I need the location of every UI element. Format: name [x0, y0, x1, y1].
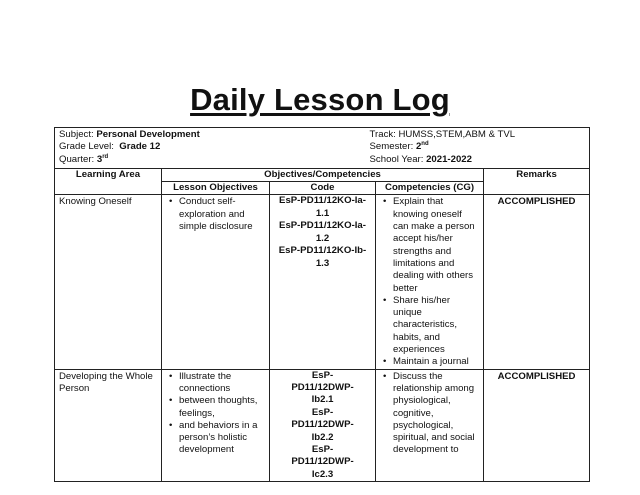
- lesson-objectives-header: Lesson Objectives: [162, 182, 270, 195]
- column-header-row: [55, 168, 590, 181]
- code-cell: [270, 195, 376, 369]
- lesson-objectives-cell: [162, 369, 270, 482]
- table-row: [55, 195, 590, 369]
- subject-line: Subject: Personal Development: [59, 129, 200, 140]
- code-item: EsP-PD11/12KO-Ib-1.3: [278, 245, 367, 269]
- remarks-header: Remarks: [484, 168, 590, 195]
- semester-value: 2: [415, 141, 422, 153]
- code-item: EsP-PD11/12DWP-Ic2.3: [291, 444, 354, 480]
- code-item: EsP-PD11/12KO-Ia-1.1: [279, 195, 366, 219]
- list-item: • Discuss the relationship among physiological, cognitive, psychological, spiritual, and social development to: [393, 371, 479, 457]
- header-left: [55, 128, 376, 169]
- list-item: • and behaviors in a person’s holistic development: [179, 420, 265, 457]
- track-value: HUMSS,STEM,ABM & TVL: [398, 129, 516, 140]
- remarks-cell: ACCOMPLISHED: [484, 369, 590, 482]
- remarks-cell: ACCOMPLISHED: [484, 195, 590, 369]
- list-item: • Share his/her unique characteristics, habits, and experiences: [393, 295, 479, 356]
- school-year-line: School Year: 2021-2022: [369, 153, 472, 165]
- list-item: • between thoughts, feelings,: [179, 395, 265, 420]
- lesson-log-table: [54, 127, 590, 482]
- subject-value: Personal Development: [96, 129, 200, 140]
- objectives-competencies-header: Objectives/Competencies: [162, 168, 484, 181]
- header-info-row: [55, 128, 590, 169]
- list-item: • Illustrate the connections: [179, 371, 265, 396]
- list-item: • Explain that knowing oneself can make a person accept his/her strengths and limitations and dealing with others better: [393, 196, 479, 294]
- code-item: EsP-PD11/12KO-Ia-1.2: [279, 220, 366, 244]
- quarter-line: Quarter: 3rd: [59, 153, 109, 165]
- competencies-cell: [376, 369, 484, 482]
- learning-area-header: Learning Area: [55, 168, 162, 195]
- semester-line: Semester: 2nd: [369, 141, 429, 153]
- list-item: • Conduct self-exploration and simple disclosure: [179, 196, 265, 233]
- code-item: EsP-PD11/12DWP-Ib2.1: [291, 369, 354, 406]
- page-title: Daily Lesson Log: [190, 82, 450, 117]
- learning-area-cell: Developing the Whole Person: [55, 369, 162, 482]
- code-item: EsP-PD11/12DWP-Ib2.2: [291, 406, 354, 443]
- table-row: [55, 369, 590, 482]
- lesson-objectives-cell: [162, 195, 270, 369]
- grade-line: Grade Level: Grade 12: [59, 141, 161, 153]
- competencies-header: Competencies (CG): [376, 182, 484, 195]
- competencies-cell: [376, 195, 484, 369]
- school-year-value: 2021-2022: [426, 153, 472, 165]
- quarter-value: 3: [96, 153, 103, 165]
- track-line: Track: HUMSS,STEM,ABM & TVL: [369, 129, 516, 140]
- list-item: • Maintain a journal: [393, 356, 479, 368]
- code-header: Code: [270, 182, 376, 195]
- header-right: [369, 128, 590, 169]
- grade-value: Grade 12: [119, 141, 161, 153]
- code-cell: [270, 369, 376, 482]
- learning-area-cell: Knowing Oneself: [55, 195, 162, 369]
